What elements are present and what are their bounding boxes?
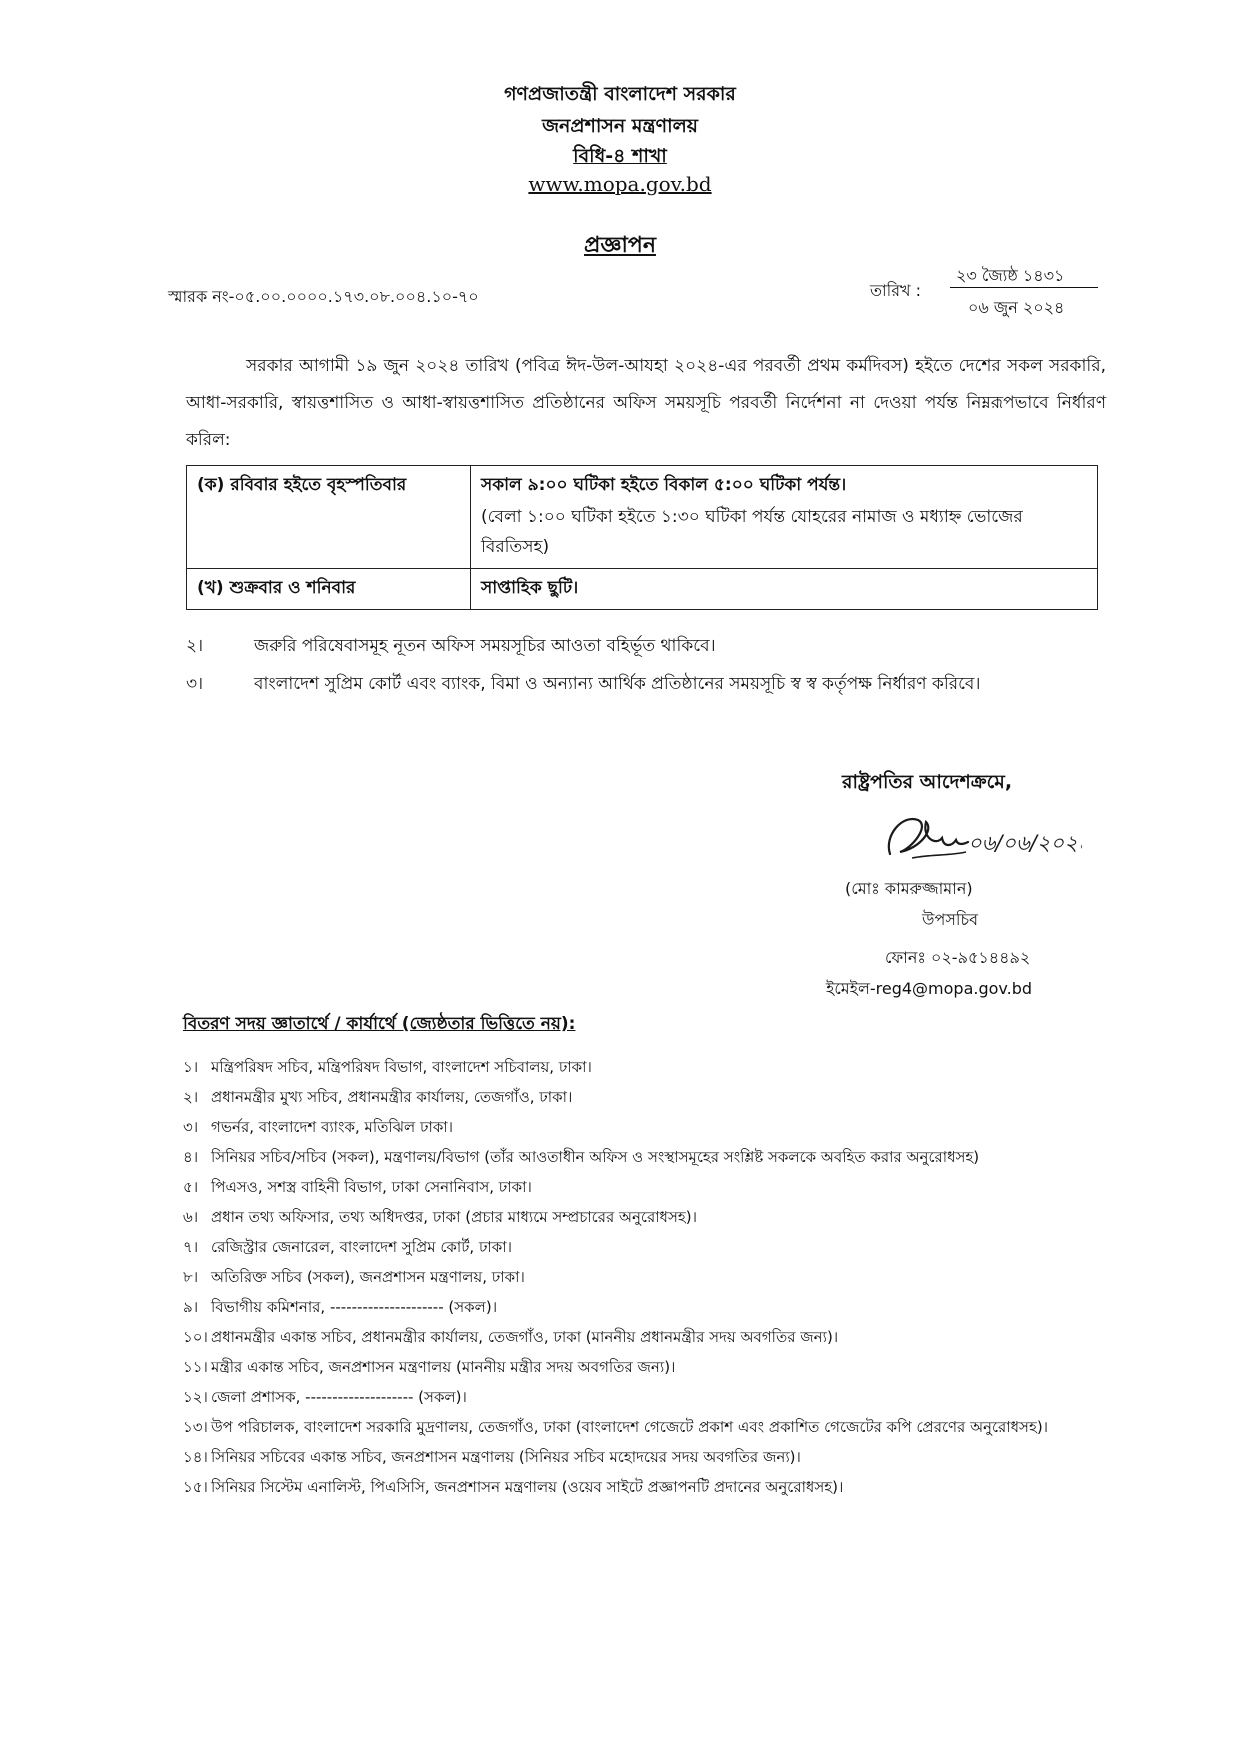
distribution-item-text: বিভাগীয় কমিশনার, --------------------- (সকল)। bbox=[211, 1298, 498, 1316]
distribution-item bbox=[183, 1232, 1083, 1262]
schedule-days-cell: (ক) রবিবার হইতে বৃহস্পতিবার bbox=[187, 466, 471, 569]
distribution-item bbox=[183, 1202, 1083, 1232]
branch-text: বিধি-৪ শাখা bbox=[573, 145, 667, 167]
distribution-list bbox=[183, 1052, 1083, 1502]
intro-paragraph bbox=[186, 348, 1106, 459]
distribution-item-number: ৫। bbox=[183, 1178, 199, 1196]
schedule-time: সকাল ৯:০০ ঘটিকা হইতে বিকাল ৫:০০ ঘটিকা পর্যন্ত। bbox=[481, 475, 847, 495]
point-text: জরুরি পরিষেবাসমূহ নূতন অফিস সময়সূচির আওতা বহির্ভূত থাকিবে। bbox=[254, 636, 716, 656]
distribution-item-text: জেলা প্রশাসক, -------------------- (সকল)। bbox=[211, 1388, 467, 1406]
distribution-item-text: অতিরিক্ত সচিব (সকল), জনপ্রশাসন মন্ত্রণালয়, ঢাকা। bbox=[211, 1268, 525, 1286]
distribution-item-text: প্রধানমন্ত্রীর একান্ত সচিব, প্রধানমন্ত্রীর কার্যালয়, তেজগাঁও, ঢাকা (মাননীয় প্রধানমন্ত্রীর সদয় অবগতির জন্য)। bbox=[211, 1328, 839, 1346]
distribution-item-number: ১৩। bbox=[183, 1418, 208, 1436]
distribution-item bbox=[183, 1262, 1083, 1292]
distribution-item-number: ১৫। bbox=[183, 1478, 208, 1496]
distribution-item-number: ৯। bbox=[183, 1298, 199, 1316]
distribution-item-text: মন্ত্রিপরিষদ সচিব, মন্ত্রিপরিষদ বিভাগ, বাংলাদেশ সচিবালয়, ঢাকা। bbox=[211, 1058, 592, 1076]
president-order: রাষ্ট্রপতির আদেশক্রমে, bbox=[842, 771, 1013, 793]
signature-date: ০৬/০৬/২০২৪ bbox=[968, 831, 1082, 855]
distribution-item-number: ১০। bbox=[183, 1328, 208, 1346]
distribution-item-number: ১। bbox=[183, 1058, 199, 1076]
distribution-item-text: উপ পরিচালক, বাংলাদেশ সরকারি মুদ্রণালয়, তেজগাঁও, ঢাকা (বাংলাদেশ গেজেটে প্রকাশ এবং প্রকাশিত গেজেটের কপি প্রেরণের অনুরোধসহ)। bbox=[211, 1418, 1049, 1436]
distribution-item bbox=[183, 1412, 1083, 1442]
distribution-item bbox=[183, 1292, 1083, 1322]
distribution-item bbox=[183, 1352, 1083, 1382]
signature bbox=[882, 808, 1082, 878]
notice-title bbox=[0, 228, 1240, 265]
distribution-item-text: পিএসও, সশস্ত্র বাহিনী বিভাগ, ঢাকা সেনানিবাস, ঢাকা। bbox=[211, 1178, 532, 1196]
distribution-item-number: ১৪। bbox=[183, 1448, 208, 1466]
schedule-time-cell bbox=[471, 569, 1098, 610]
memo-number: স্মারক নং-০৫.০০.০০০০.১৭৩.০৮.০০৪.১০-৭০ bbox=[168, 287, 479, 306]
distribution-item bbox=[183, 1082, 1083, 1112]
distribution-item-number: ১২। bbox=[183, 1388, 208, 1406]
distribution-item-number: ১১। bbox=[183, 1358, 208, 1376]
schedule-table bbox=[186, 465, 1098, 610]
distribution-item bbox=[183, 1112, 1083, 1142]
distribution-item bbox=[183, 1172, 1083, 1202]
distribution-item bbox=[183, 1322, 1083, 1352]
handwritten-signature-icon bbox=[882, 808, 1082, 874]
distribution-item-text: সিনিয়র সচিবের একান্ত সচিব, জনপ্রশাসন মন্ত্রণালয় (সিনিয়র সচিব মহোদয়ের সদয় অবগতির জন্য)। bbox=[211, 1448, 801, 1466]
govt-heading: গণপ্রজাতন্ত্রী বাংলাদেশ সরকার bbox=[504, 83, 736, 105]
distribution-item-text: সিনিয়র সচিব/সচিব (সকল), মন্ত্রণালয়/বিভাগ (তাঁর আওতাধীন অফিস ও সংস্থাসমূহের সংশ্লিষ্ট সকলকে অবহিত করার অনুরোধসহ) bbox=[211, 1148, 980, 1166]
signatory-phone: ফোনঃ ০২-৯৫১৪৪৯২ bbox=[885, 948, 1031, 967]
notice-title-text: প্রজ্ঞাপন bbox=[584, 233, 656, 258]
distribution-item-text: প্রধান তথ্য অফিসার, তথ্য অধিদপ্তর, ঢাকা (প্রচার মাধ্যমে সম্প্রচারের অনুরোধসহ)। bbox=[211, 1208, 697, 1226]
date-bangla: ২৩ জ্যৈষ্ঠ ১৪৩১ bbox=[956, 266, 1065, 285]
schedule-break-note: (বেলা ১:০০ ঘটিকা হইতে ১:৩০ ঘটিকা পর্যন্ত যোহরের নামাজ ও মধ্যাহ্ন ভোজের বিরতিসহ) bbox=[481, 507, 1023, 557]
schedule-time-cell bbox=[471, 466, 1098, 569]
signatory-email[interactable]: ইমেইল-reg4@mopa.gov.bd bbox=[826, 979, 1033, 998]
distribution-item bbox=[183, 1442, 1083, 1472]
branch-heading bbox=[0, 142, 1240, 174]
distribution-item-number: ৮। bbox=[183, 1268, 199, 1286]
distribution-item-text: সিনিয়র সিস্টেম এনালিস্ট, পিএসিসি, জনপ্রশাসন মন্ত্রণালয় (ওয়েব সাইটে প্রজ্ঞাপনটি প্রদানের অনুরোধসহ)। bbox=[211, 1478, 844, 1496]
point-item bbox=[186, 628, 1106, 664]
schedule-holiday: সাপ্তাহিক ছুটি। bbox=[481, 578, 579, 598]
distribution-title: বিতরণ সদয় জ্ঞাতার্থে / কার্যার্থে (জ্যেষ্ঠতার ভিত্তিতে নয়): bbox=[183, 1014, 576, 1034]
signatory-designation: উপসচিব bbox=[922, 910, 979, 929]
website-text[interactable]: www.mopa.gov.bd bbox=[528, 172, 712, 196]
distribution-item bbox=[183, 1382, 1083, 1412]
website-link[interactable] bbox=[0, 172, 1240, 196]
date-divider bbox=[950, 287, 1098, 288]
distribution-item-number: ৭। bbox=[183, 1238, 199, 1256]
point-text: বাংলাদেশ সুপ্রিম কোর্ট এবং ব্যাংক, বিমা ও অন্যান্য আর্থিক প্রতিষ্ঠানের সময়সূচি স্ব স্ব কর্তৃপক্ষ নির্ধারণ করিবে। bbox=[254, 674, 981, 694]
distribution-item-text: রেজিস্ট্রার জেনারেল, বাংলাদেশ সুপ্রিম কোর্ট, ঢাকা। bbox=[211, 1238, 512, 1256]
date-label: তারিখ : bbox=[870, 281, 922, 300]
point-number: ৩। bbox=[186, 674, 204, 694]
distribution-item-text: প্রধানমন্ত্রীর মুখ্য সচিব, প্রধানমন্ত্রীর কার্যালয়, তেজগাঁও, ঢাকা। bbox=[211, 1088, 573, 1106]
date-english: ০৬ জুন ২০২৪ bbox=[968, 298, 1065, 317]
distribution-item bbox=[183, 1052, 1083, 1082]
schedule-row bbox=[187, 466, 1098, 569]
distribution-item-text: মন্ত্রীর একান্ত সচিব, জনপ্রশাসন মন্ত্রণালয় (মাননীয় মন্ত্রীর সদয় অবগতির জন্য)। bbox=[211, 1358, 676, 1376]
distribution-item-number: ৪। bbox=[183, 1148, 199, 1166]
distribution-item bbox=[183, 1472, 1083, 1502]
schedule-row bbox=[187, 569, 1098, 610]
distribution-item-text: গভর্নর, বাংলাদেশ ব্যাংক, মতিঝিল ঢাকা। bbox=[211, 1118, 454, 1136]
distribution-item-number: ২। bbox=[183, 1088, 199, 1106]
point-item bbox=[186, 666, 1106, 702]
schedule-days-cell: (খ) শুক্রবার ও শনিবার bbox=[187, 569, 471, 610]
point-number: ২। bbox=[186, 636, 204, 656]
distribution-item-number: ৩। bbox=[183, 1118, 199, 1136]
intro-text: সরকার আগামী ১৯ জুন ২০২৪ তারিখ (পবিত্র ঈদ-উল-আযহা ২০২৪-এর পরবর্তী প্রথম কর্মদিবস) হইতে দেশের সকল সরকারি, আধা-সরকারি, স্বায়ত্তশাসিত ও আধা-স্বায়ত্তশাসিত প্রতিষ্ঠানের অফিস সময়সূচি পরবর্তী নির্দেশনা না দেওয়া পর্যন্ত নিম্নরূপভাবে নির্ধারণ করিল: bbox=[186, 356, 1106, 450]
ministry-heading: জনপ্রশাসন মন্ত্রণালয় bbox=[542, 115, 698, 137]
signatory-name: (মোঃ কামরুজ্জামান) bbox=[845, 879, 973, 898]
distribution-item-number: ৬। bbox=[183, 1208, 199, 1226]
distribution-item bbox=[183, 1142, 1083, 1172]
